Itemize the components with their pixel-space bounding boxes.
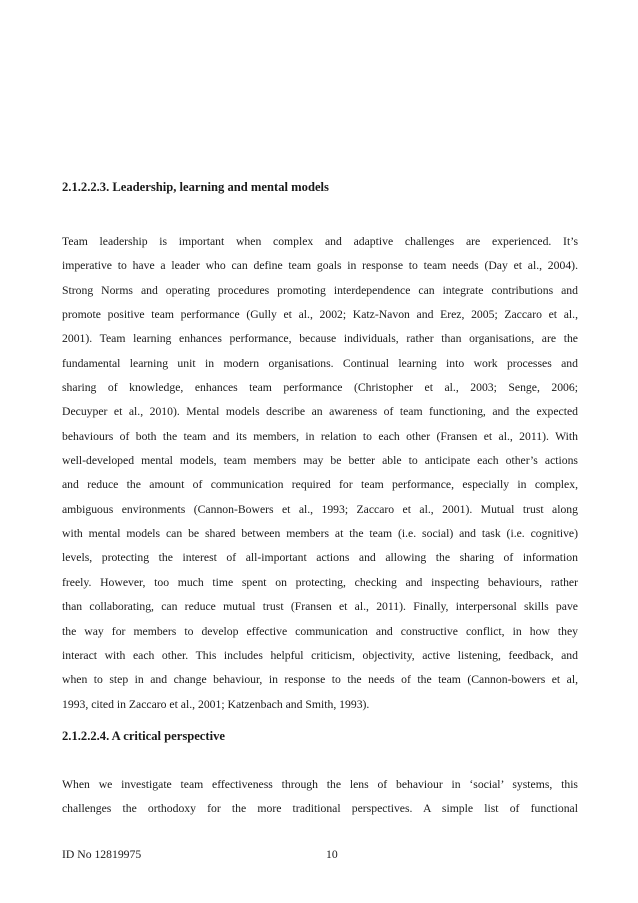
paragraph-line: than collaborating, can reduce mutual trust (Fransen et al., 2011). Finally, interpersonal skills pave xyxy=(62,600,578,614)
paragraph-line: challenges the orthodoxy for the more traditional perspectives. A simple list of functional xyxy=(62,802,578,816)
section-heading-leadership: 2.1.2.2.3. Leadership, learning and mental models xyxy=(62,180,329,194)
paragraph-line: ambiguous environments (Cannon-Bowers et al., 1993; Zaccaro et al., 2001). Mutual trust along xyxy=(62,502,578,516)
paragraph-line: freely. However, too much time spent on protecting, checking and inspecting behaviours, rather xyxy=(62,575,578,589)
paragraph-line: when to step in and change behaviour, in response to the needs of the team (Cannon-bowers et al, xyxy=(62,673,578,687)
paragraph-line: with mental models can be shared between members at the team (i.e. social) and task (i.e. cognitive) xyxy=(62,527,578,541)
section-heading-critical-perspective: 2.1.2.2.4. A critical perspective xyxy=(62,729,225,743)
paragraph-line: fundamental learning unit in modern organisations. Continual learning into work processes and xyxy=(62,356,578,370)
paragraph-line: 2001). Team learning enhances performance, because individuals, rather than organisations, are the xyxy=(62,332,578,346)
paragraph-line: behaviours of both the team and its members, in relation to each other (Fransen et al., 2011). With xyxy=(62,429,578,443)
paragraph-line: Decuyper et al., 2010). Mental models describe an awareness of team functioning, and the expected xyxy=(62,405,578,419)
paragraph-line: When we investigate team effectiveness through the lens of behaviour in ‘social’ systems, this xyxy=(62,778,578,791)
paragraph-line: interact with each other. This includes helpful criticism, objectivity, active listening, feedback, and xyxy=(62,648,578,662)
paragraph-line: the way for members to develop effective communication and constructive conflict, in how they xyxy=(62,624,578,638)
paragraph-leadership xyxy=(62,230,578,717)
paragraph-line: 1993, cited in Zaccaro et al., 2001; Katzenbach and Smith, 1993). xyxy=(62,697,370,711)
paragraph-line: promote positive team performance (Gully et al., 2002; Katz-Navon and Erez, 2005; Zaccaro et al., xyxy=(62,308,578,322)
paragraph-line: imperative to have a leader who can define team goals in response to team needs (Day et al., 2004). xyxy=(62,259,578,273)
paragraph-line: sharing of knowledge, enhances team performance (Christopher et al., 2003; Senge, 2006; xyxy=(62,381,578,395)
paragraph-line: well-developed mental models, team members may be better able to anticipate each other’s actions xyxy=(62,454,578,468)
paragraph-line: Strong Norms and operating procedures promoting interdependence can integrate contributions and xyxy=(62,283,578,297)
footer-id-number: ID No 12819975 xyxy=(62,848,142,861)
footer-page-number: 10 xyxy=(326,848,338,861)
paragraph-line: and reduce the amount of communication required for team performance, especially in complex, xyxy=(62,478,578,492)
paragraph-critical-perspective xyxy=(62,773,578,822)
paragraph-line: levels, protecting the interest of all-important actions and allowing the sharing of information xyxy=(62,551,578,565)
paragraph-line: Team leadership is important when complex and adaptive challenges are experienced. It’s xyxy=(62,235,578,248)
